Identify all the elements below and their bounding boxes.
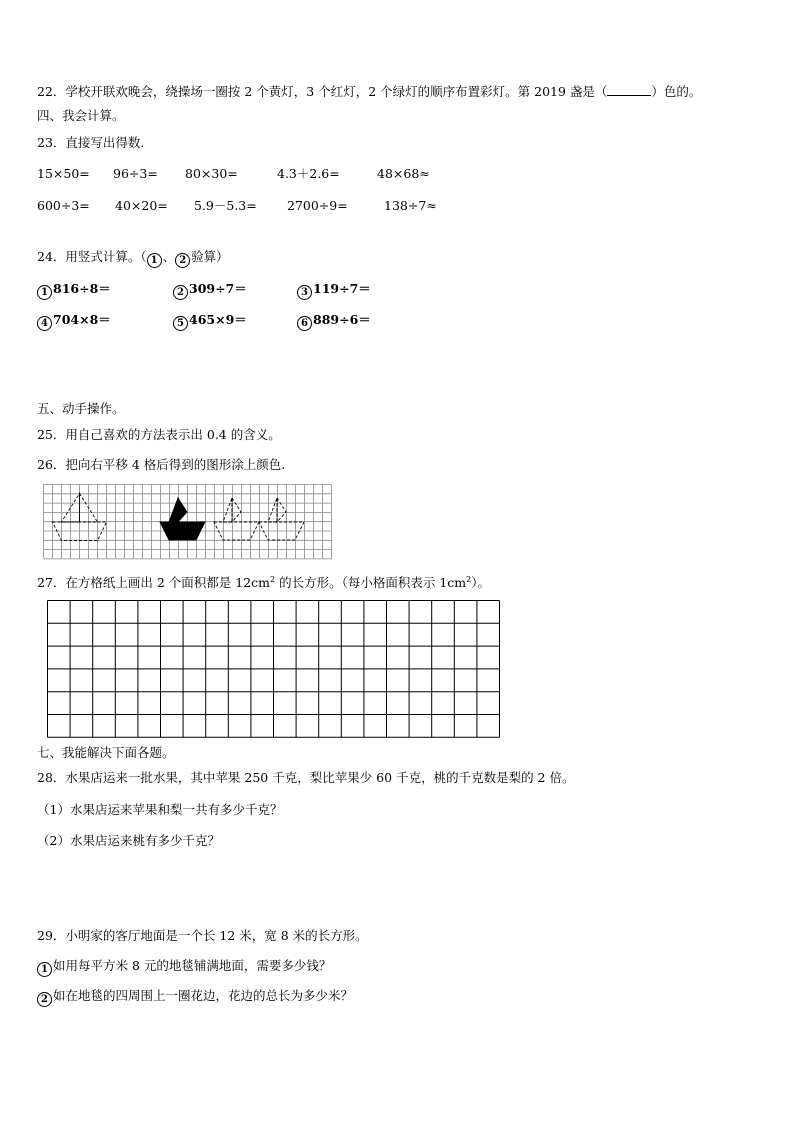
calc-item: 96÷3=: [113, 166, 158, 181]
answer-blank[interactable]: [607, 83, 651, 96]
vertical-calc-item: [37, 281, 111, 300]
question-22-text-end: ）色的。: [651, 84, 702, 99]
vertical-calc-item: [297, 312, 371, 331]
sub-question-text: 如用每平方米 8 元的地毯铺满地面，需要多少钱？: [53, 958, 332, 973]
calc-item: 5.9－5.3=: [194, 198, 257, 213]
circled-number: 3: [297, 285, 312, 300]
translation-grid: [43, 484, 335, 560]
circled-number: 5: [173, 316, 188, 331]
expression: 816÷8＝: [53, 281, 111, 296]
sub-question-text: 如在地毯的四周围上一圈花边，花边的总长为多少米？: [53, 988, 354, 1003]
expression: 889÷6＝: [313, 312, 371, 327]
calc-item: 138÷7≈: [384, 198, 437, 213]
question-27-text-end: ）。: [471, 575, 491, 591]
question-29-sub-1: [37, 958, 331, 977]
circled-number: 1: [37, 285, 52, 300]
superscript: 2: [466, 575, 472, 584]
circled-number: 1: [147, 253, 162, 268]
calc-item: 48×68≈: [377, 166, 430, 181]
calc-item: 2700÷9=: [287, 198, 348, 213]
question-28-sub-1: （1）水果店运来苹果和梨一共有多少千克？: [37, 802, 283, 817]
circled-number: 2: [173, 285, 188, 300]
expression: 309÷7＝: [189, 281, 247, 296]
circled-number: 1: [37, 962, 52, 977]
solid-boat: [160, 498, 205, 540]
question-25: 25．用自己喜欢的方法表示出 0.4 的含义。: [37, 427, 281, 442]
calc-item: 4.3＋2.6=: [277, 166, 340, 181]
calc-item: 40×20=: [115, 198, 168, 213]
vertical-calc-item: [173, 312, 247, 331]
expression: 465×9＝: [189, 312, 247, 327]
question-27-text-mid: 的长方形。（每小格面积表示 1cm: [275, 575, 467, 591]
circled-number: 4: [37, 316, 52, 331]
superscript: 2: [270, 575, 276, 584]
question-28-sub-2: （2）水果店运来桃有多少千克？: [37, 833, 220, 848]
dashed-boat: [214, 498, 259, 540]
vertical-calc-item: [297, 281, 371, 300]
vertical-calc-item: [173, 281, 247, 300]
section-4-heading: 四、我会计算。: [37, 108, 125, 123]
vertical-calc-item: [37, 312, 111, 331]
expression: 119÷7＝: [313, 281, 371, 296]
circled-number: 6: [297, 316, 312, 331]
drawing-grid[interactable]: [47, 600, 503, 739]
expression: 704×8＝: [53, 312, 111, 327]
question-22-text: 22．学校开联欢晚会，绕操场一圈按 2 个黄灯，3 个红灯，2 个绿灯的顺序布置彩灯。第 2019 盏是（: [37, 84, 608, 99]
question-27-text: 27．在方格纸上画出 2 个面积都是 12cm: [37, 575, 271, 591]
question-24-title: [37, 249, 229, 268]
question-29-title: 29．小明家的客厅地面是一个长 12 米，宽 8 米的长方形。: [37, 928, 368, 943]
separator: 、: [162, 249, 176, 264]
question-27: [37, 572, 490, 591]
question-22: [37, 83, 701, 100]
question-26: 26．把向右平移 4 格后得到的图形涂上颜色.: [37, 457, 286, 472]
question-23-title: 23．直接写出得数.: [37, 135, 145, 150]
calc-item: 15×50=: [37, 166, 90, 181]
calc-item: 80×30=: [185, 166, 238, 181]
question-29-sub-2: [37, 988, 353, 1007]
circled-number: 2: [37, 992, 52, 1007]
circled-number: 2: [175, 253, 190, 268]
question-24-text: 24．用竖式计算。（: [37, 249, 147, 264]
section-7-heading: 七、我能解决下面各题。: [37, 745, 175, 760]
question-24-text-end: 验算）: [191, 249, 229, 264]
section-5-heading: 五、动手操作。: [37, 401, 125, 416]
dashed-boat: [259, 498, 304, 540]
question-28-title: 28．水果店运来一批水果，其中苹果 250 千克，梨比苹果少 60 千克，桃的千克数是梨的 2 倍。: [37, 770, 575, 785]
calc-item: 600÷3=: [37, 198, 90, 213]
